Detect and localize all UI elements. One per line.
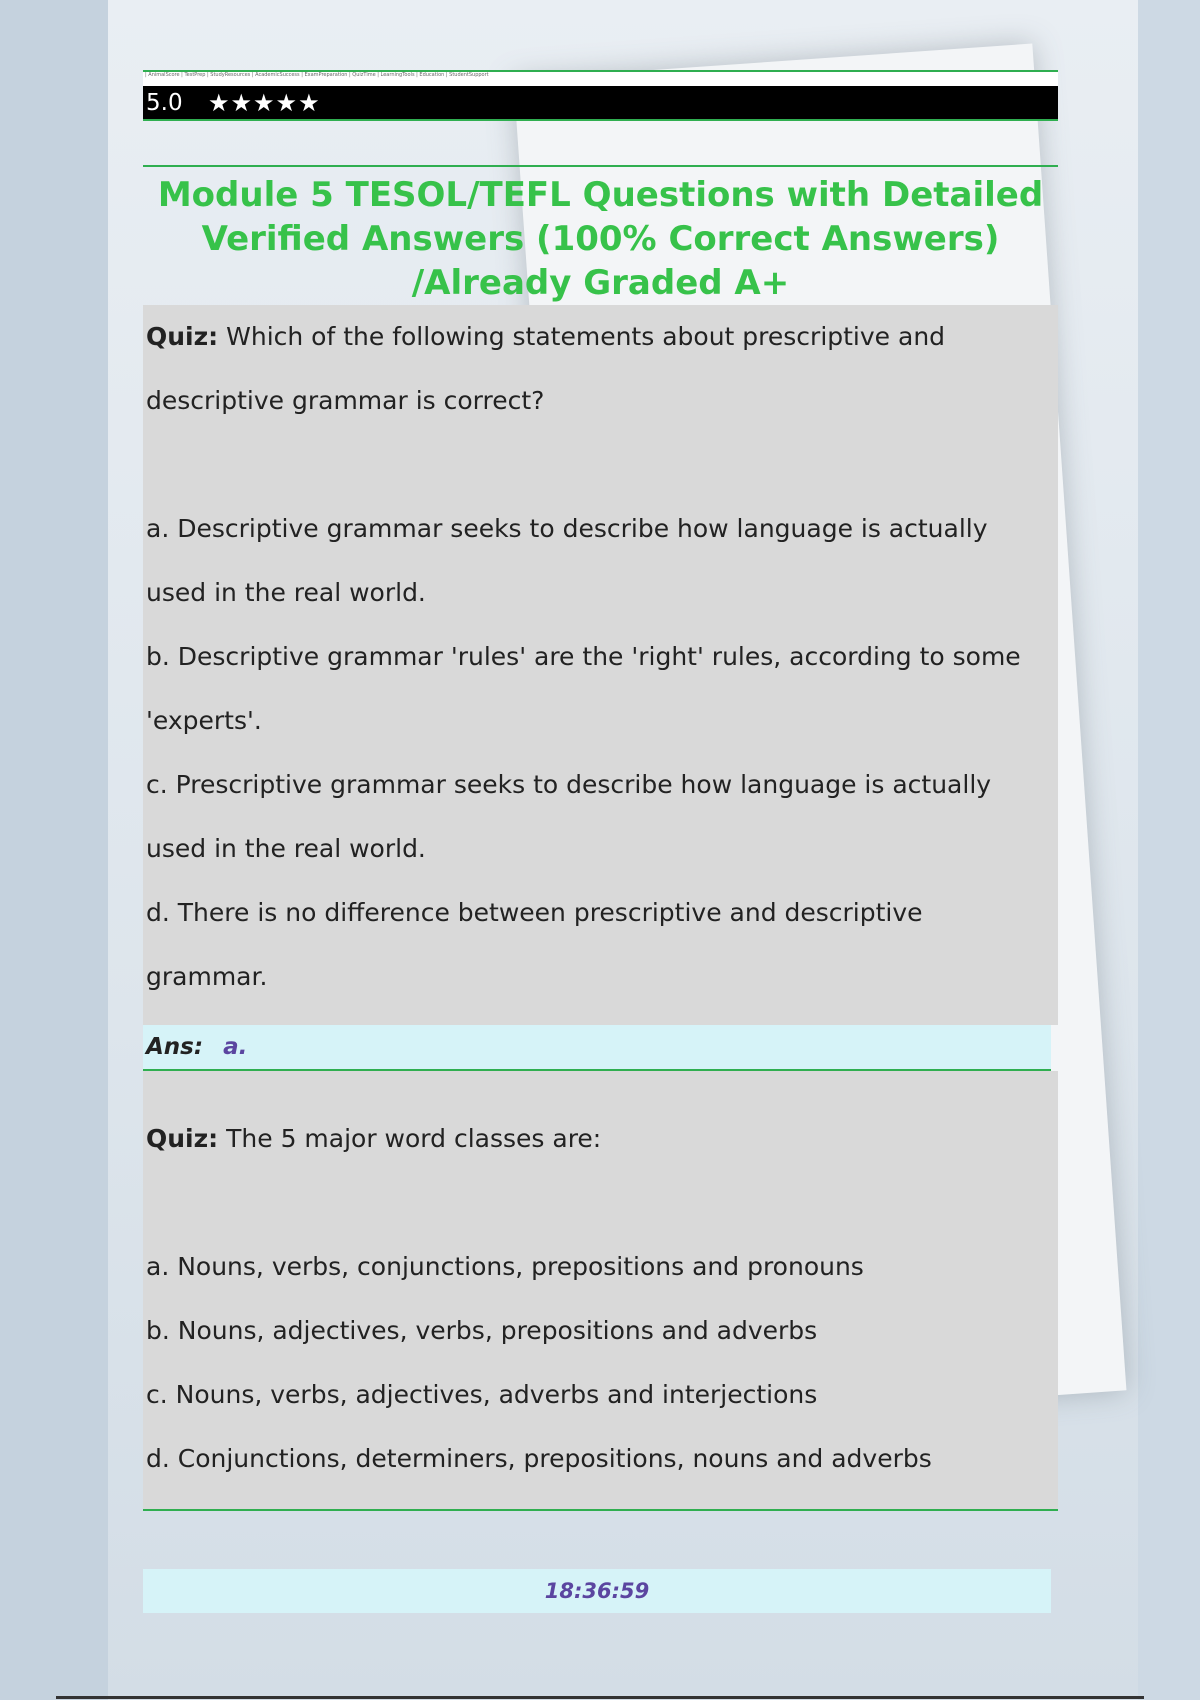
quiz-question-text: Which of the following statements about prescriptive and [226,322,946,351]
timestamp-row [143,1569,1051,1613]
quiz-option-line: grammar. [146,962,268,991]
quiz-option-line: d. Conjunctions, determiners, prepositions, nouns and adverbs [146,1444,932,1473]
quiz-option-line: used in the real world. [146,578,426,607]
background-left-panel [0,0,108,1700]
timestamp: 18:36:59 [544,1579,650,1603]
footer-rule [56,1696,1144,1699]
quiz-option-line: a. Nouns, verbs, conjunctions, prepositions and pronouns [146,1252,864,1281]
title-block [143,165,1058,305]
quiz-label: Quiz: [146,322,219,351]
quiz-question-line [146,305,1054,369]
answer-value: a. [223,1034,248,1060]
answer-row [143,1025,1051,1071]
quiz-question-line: descriptive grammar is correct? [146,386,545,415]
quiz-option-line: a. Descriptive grammar seeks to describe how language is actually [146,514,988,543]
spacer [146,433,1054,497]
document-page [143,70,1058,1613]
quiz-option-line: b. Descriptive grammar 'rules' are the 'right' rules, according to some [146,642,1021,671]
quiz-option-line: b. Nouns, adjectives, verbs, prepositions and adverbs [146,1316,818,1345]
quiz-card [143,1071,1058,1511]
quiz-option-line: used in the real world. [146,834,426,863]
rating-stars-icon: ★★★★★ [208,88,321,117]
header-meta-text: | AnimalScore | TestPrep | StudyResources | AcademicSuccess | ExamPreparation | QuizTime | LearningTools | Education | StudentSupport [143,72,1058,86]
spacer [146,1171,1054,1235]
quiz-option-line: 'experts'. [146,706,262,735]
quiz-option-line: d. There is no difference between prescriptive and descriptive [146,898,923,927]
quiz-question-text: The 5 major word classes are: [226,1124,602,1153]
quiz-question-line [146,1107,1054,1171]
quiz-option-line: c. Prescriptive grammar seeks to describe how language is actually [146,770,992,799]
rating-bar [143,86,1058,121]
quiz-card [143,305,1058,1025]
rating-value: 5.0 [146,89,183,116]
quiz-label: Quiz: [146,1124,219,1153]
answer-label: Ans: [146,1034,204,1060]
quiz-option-line: c. Nouns, verbs, adjectives, adverbs and interjections [146,1380,818,1409]
document-title: Module 5 TESOL/TEFL Questions with Detailed Verified Answers (100% Correct Answers) /Already Graded A+ [157,175,1044,303]
